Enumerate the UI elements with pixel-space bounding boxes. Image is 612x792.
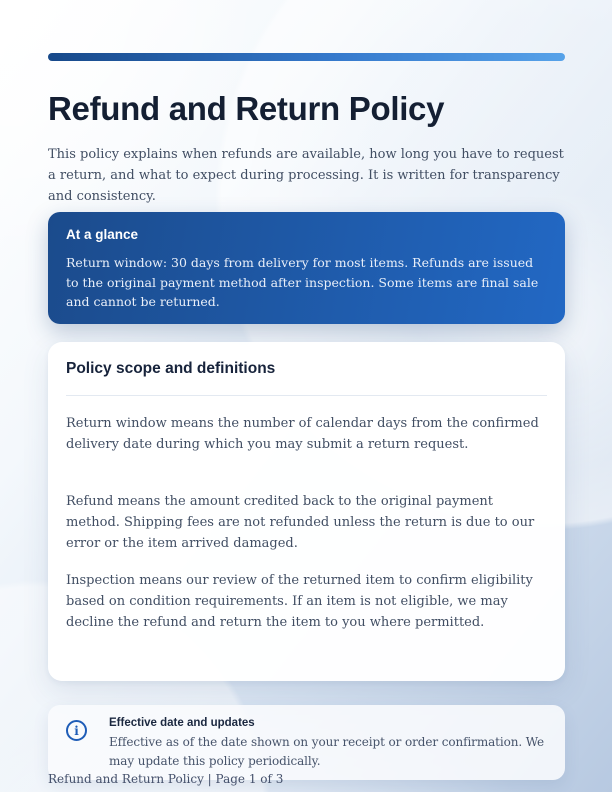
info-icon: i bbox=[66, 720, 87, 741]
notice-body: Effective as of the date shown on your receipt or order confirmation. We may update this policy periodically. bbox=[109, 735, 545, 768]
at-a-glance-callout bbox=[48, 212, 565, 324]
policy-scope-title: Policy scope and definitions bbox=[66, 360, 276, 377]
page-title: Refund and Return Policy bbox=[48, 90, 445, 127]
policy-scope-card bbox=[48, 342, 565, 681]
policy-paragraph-inspection: Inspection means our review of the returned item to confirm eligibility based on condition requirements. If an item is not eligible, we may decline the refund and return the item to you where permitted. bbox=[66, 573, 533, 630]
at-a-glance-body: Return window: 30 days from delivery for most items. Refunds are issued to the original payment method after inspection. Some items are final sale and cannot be returned. bbox=[66, 255, 539, 309]
intro-paragraph: This policy explains when refunds are available, how long you have to request a return, and what to expect during processing. It is written for transparency and consistency. bbox=[48, 147, 564, 204]
notice-text-block bbox=[109, 717, 547, 770]
policy-paragraph-return-window: Return window means the number of calendar days from the confirmed delivery date during which you may submit a return request. bbox=[66, 416, 539, 452]
effective-date-notice bbox=[48, 705, 565, 780]
at-a-glance-title: At a glance bbox=[66, 227, 139, 242]
page-footer: Refund and Return Policy | Page 1 of 3 bbox=[48, 772, 284, 786]
policy-paragraph-refund: Refund means the amount credited back to the original payment method. Shipping fees are not refunded unless the return is due to our error or the item arrived damaged. bbox=[66, 494, 535, 551]
notice-title: Effective date and updates bbox=[109, 717, 255, 729]
card-divider bbox=[66, 395, 547, 396]
accent-bar bbox=[48, 53, 565, 61]
